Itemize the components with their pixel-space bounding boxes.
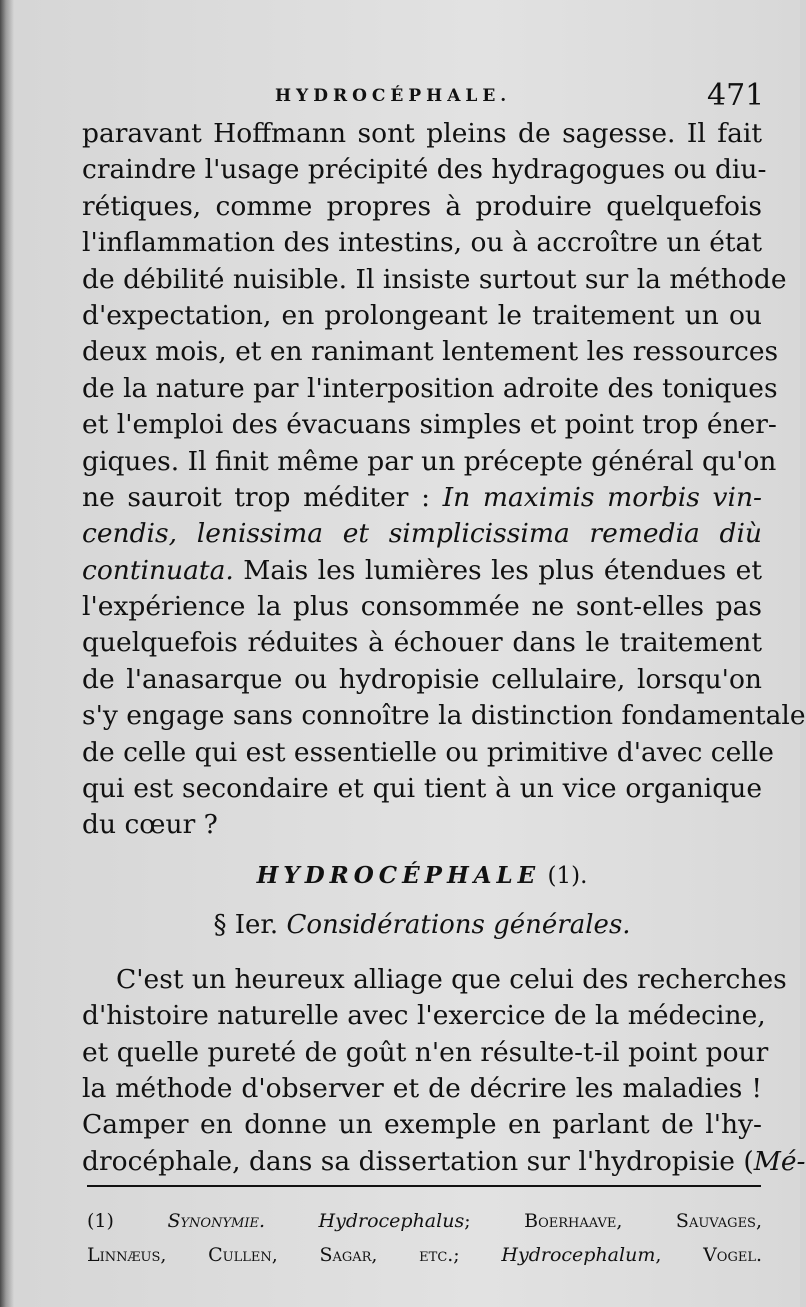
page-number: 471 [707,78,765,113]
latin-quote: continuata. [82,554,234,586]
text-line: de débilité nuisible. Il insiste surtout sur la méthode [82,263,787,295]
text-line: d'histoire naturelle avec l'exercice de la médecine, [82,1000,766,1032]
footnote-authors: Linnæus, Cullen, Sagar, etc.; [87,1244,502,1266]
text-line: l'expérience la plus consommée ne sont-elles pas [82,591,762,623]
text-segment: Mais les lumières les plus étendues et [233,554,762,586]
subsection-title: Considérations générales. [286,909,631,940]
page-header [0,78,800,118]
section-title: HYDROCÉPHALE [256,861,541,889]
footnote-authors: ; Boerhaave, Sauvages, [464,1210,762,1232]
footnote-line [87,1238,762,1272]
text-line: l'inflammation des intestins, ou à accroître un état [82,227,762,259]
footnote-marker: (1) [87,1210,168,1232]
footnote-ref: (1). [540,862,588,889]
text-line: et quelle pureté de goût n'en résulte-t-il point pour [82,1036,769,1068]
section-heading [82,850,762,902]
footnote-label: Synonymie. [167,1210,266,1232]
footnote-line [87,1204,762,1238]
text-line: craindre l'usage précipité des hydragogues ou diu- [82,154,767,186]
text-line: deux mois, et en ranimant lentement les ressources [82,336,779,368]
text-line: d'expectation, en prolongeant le traitement un ou [82,299,762,331]
footnote-term: Hydrocephalum [501,1244,656,1266]
text-line: du cœur ? [82,809,218,841]
section-number: § Ier. [213,909,287,940]
text-line: quelquefois réduites à échouer dans le traitement [82,627,762,659]
text-line: s'y engage sans connoître la distinction fondamentale [82,700,806,732]
latin-quote: In maximis morbis vin- [442,481,762,513]
text-line [82,553,762,589]
text-line: Camper en donne un exemple en parlant de l'hy- [82,1109,762,1141]
latin-quote-line: cendis, lenissima et simplicissima remedia diù [82,518,762,550]
text-line: giques. Il finit même par un précepte général qu'on [82,445,777,477]
footnote-rule [87,1185,761,1187]
text-line: rétiques, comme propres à produire quelquefois [82,190,762,222]
text-line: la méthode d'observer et de décrire les maladies ! [82,1072,762,1104]
text-segment: ne sauroit trop méditer : [82,481,443,513]
text-line: et l'emploi des évacuans simples et point trop éner- [82,409,777,441]
footnote-authors: , Vogel. [655,1244,762,1266]
subsection-heading [82,902,762,948]
text-line [82,1144,806,1180]
text-line: de la nature par l'interposition adroite des toniques [82,372,778,404]
body-text [82,116,806,1180]
text-segment: drocéphale, dans sa dissertation sur l'hydropisie ( [82,1145,754,1177]
text-line: C'est un heureux alliage que celui des recherches [116,963,787,995]
text-line: de l'anasarque ou hydropisie cellulaire, lorsqu'on [82,663,762,695]
text-line: qui est secondaire et qui tient à un vice organique [82,773,762,805]
text-segment-italic: Mé- [753,1145,806,1177]
footnotes [87,1204,762,1272]
running-title: HYDROCÉPHALE. [275,86,512,106]
text-line: paravant Hoffmann sont pleins de sagesse. Il fait [82,118,762,149]
footnote-term: Hydrocephalus [265,1210,465,1232]
text-line: de celle qui est essentielle ou primitive d'avec celle [82,736,774,768]
text-line [82,480,762,516]
